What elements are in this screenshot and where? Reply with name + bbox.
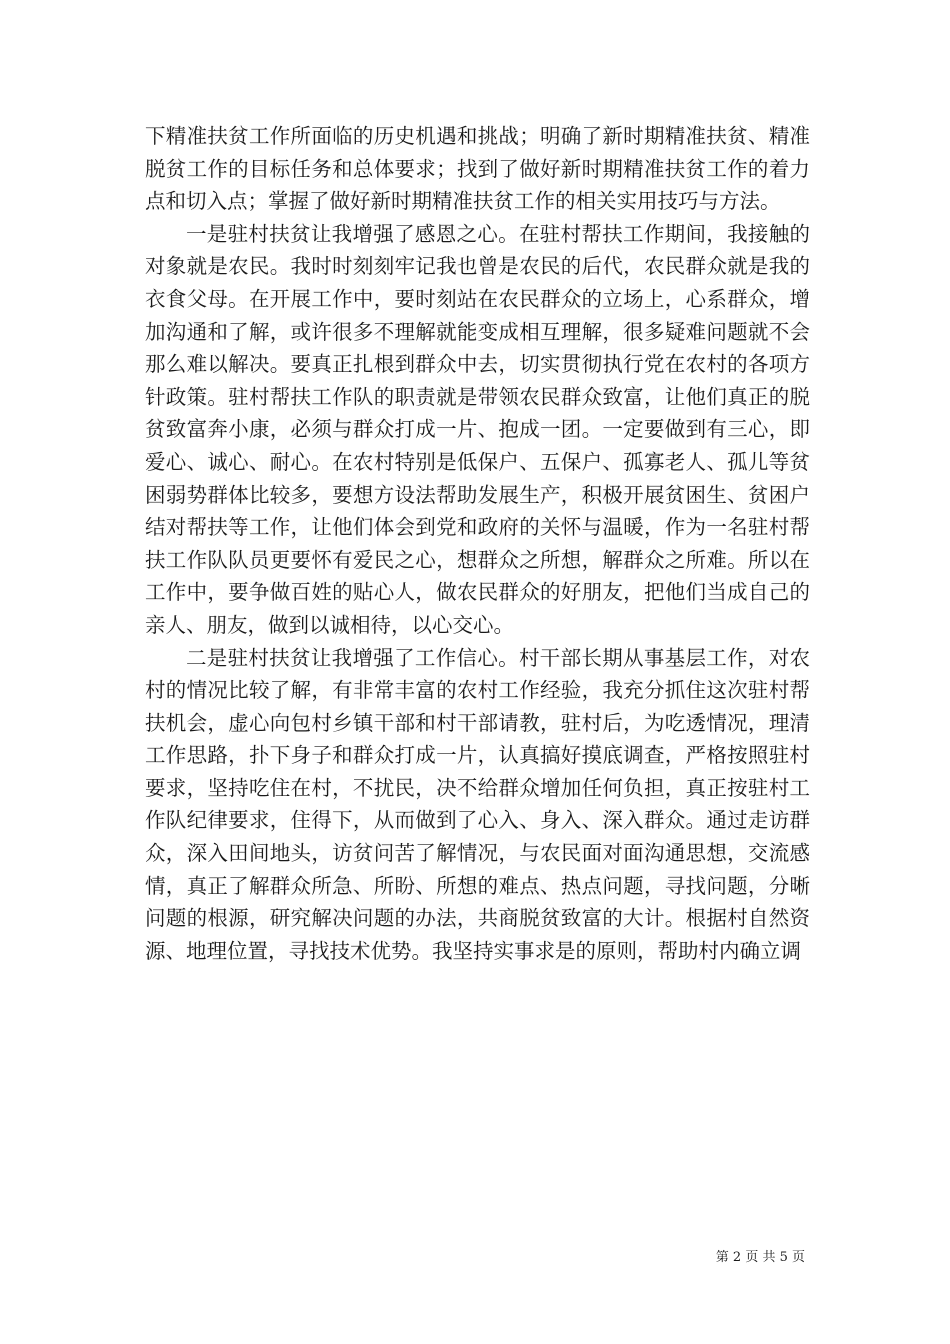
page-number-footer: 第 2 页 共 5 页 (715, 1250, 805, 1265)
paragraph-intro-continuation: 下精准扶贫工作所面临的历史机遇和挑战；明确了新时期精准扶贫、精准脱贫工作的目标任务和总体要求；找到了做好新时期精准扶贫工作的着力点和切入点；掌握了做好新时期精准扶贫工作的相关实用技巧与方法。 (145, 124, 810, 214)
paragraph-gratitude: 一是驻村扶贫让我增强了感恩之心。在驻村帮扶工作期间，我接触的对象就是农民。我时时刻刻牢记我也曾是农民的后代，农民群众就是我的衣食父母。在开展工作中，要时刻站在农民群众的立场上，心系群众，增加沟通和了解，或许很多不理解就能变成相互理解，很多疑难问题就不会那么难以解决。要真正扎根到群众中去，切实贯彻执行党在农村的各项方针政策。驻村帮扶工作队的职责就是带领农民群众致富，让他们真正的脱贫致富奔小康，必须与群众打成一片、抱成一团。一定要做到有三心，即爱心、诚心、耐心。在农村特别是低保户、五保户、孤寡老人、孤儿等贫困弱势群体比较多，要想方设法帮助发展生产，积极开展贫困生、贫困户结对帮扶等工作，让他们体会到党和政府的关怀与温暖，作为一名驻村帮扶工作队队员更要怀有爱民之心，想群众之所想，解群众之所难。所以在工作中，要争做百姓的贴心人，做农民群众的好朋友，把他们当成自己的亲人、朋友，做到以诚相待，以心交心。 (145, 221, 810, 637)
paragraph-confidence: 二是驻村扶贫让我增强了工作信心。村干部长期从事基层工作，对农村的情况比较了解，有非常丰富的农村工作经验，我充分抓住这次驻村帮扶机会，虚心向包村乡镇干部和村干部请教，驻村后，为吃透情况，理清工作思路，扑下身子和群众打成一片，认真搞好摸底调查，严格按照驻村要求，坚持吃住在村，不扰民，决不给群众增加任何负担，真正按驻村工作队纪律要求，住得下，从而做到了心入、身入、深入群众。通过走访群众，深入田间地头，访贫问苦了解情况，与农民面对面沟通思想，交流感情，真正了解群众所急、所盼、所想的难点、热点问题，寻找问题，分晰问题的根源，研究解决问题的办法，共商脱贫致富的大计。根据村自然资源、地理位置，寻找技术优势。我坚持实事求是的原则，帮助村内确立调 (145, 645, 810, 963)
document-body (145, 120, 810, 967)
